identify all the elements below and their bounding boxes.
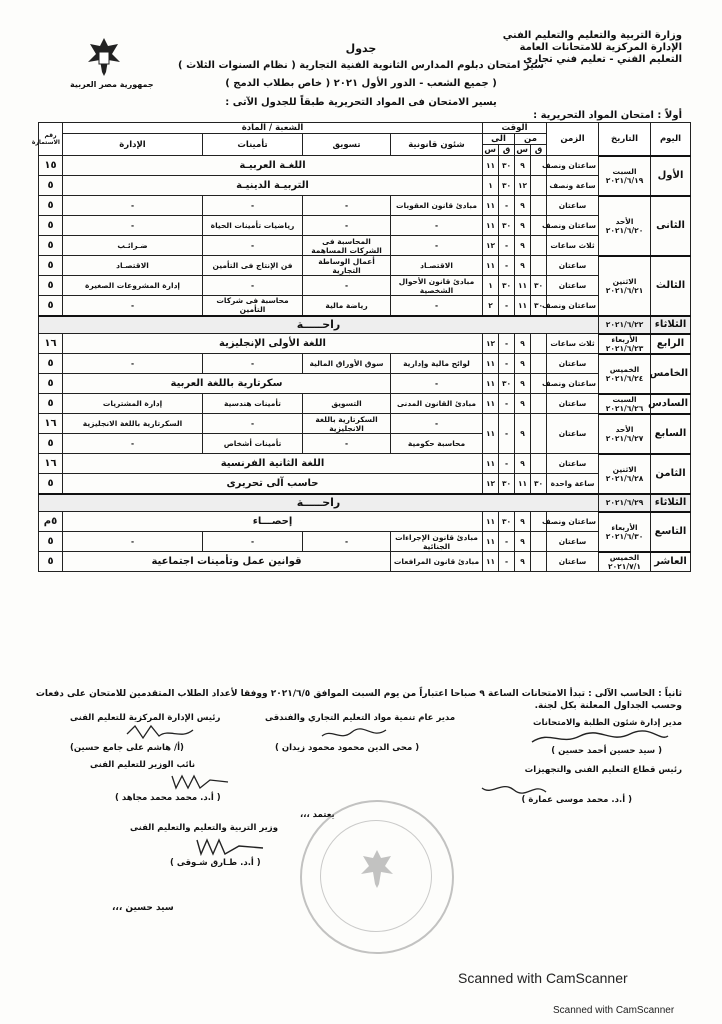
to-hour-cell: ١٢ (483, 334, 499, 354)
exam-schedule-table (31, 122, 691, 572)
col-from-min: ق (531, 145, 547, 156)
legal-cell: - (391, 236, 483, 256)
pages-cell: ٥ (39, 196, 63, 216)
duration-cell: ساعتان (547, 552, 599, 572)
rest-label: راحـــــة (39, 494, 599, 512)
to-min-cell: - (499, 414, 515, 454)
official-seal-icon (300, 800, 454, 954)
to-hour-cell: ١١ (483, 394, 499, 414)
to-min-cell: - (499, 394, 515, 414)
from-min-cell (531, 552, 547, 572)
col-to-hour: س (483, 145, 499, 156)
pages-cell: ١٥ (39, 156, 63, 176)
schedule-body (39, 156, 691, 572)
col-from-hour: س (515, 145, 531, 156)
to-hour-cell: ١١ (483, 532, 499, 552)
signature-scribble-icon (530, 728, 670, 748)
table-row (39, 216, 691, 236)
from-min-cell (531, 414, 547, 454)
legal-cell: مبادئ قانون الأحوال الشخصية (391, 276, 483, 296)
duration-cell: ساعتان ونصف (547, 216, 599, 236)
to-min-cell: - (499, 256, 515, 276)
from-hour-cell: ٩ (515, 354, 531, 374)
marketing-cell: أعمال الوساطة التجارية (303, 256, 391, 276)
from-min-cell (531, 454, 547, 474)
to-hour-cell: ١١ (483, 414, 499, 454)
to-hour-cell: ١١ (483, 374, 499, 394)
computer-exam-note: ثانياً : الحاسب الآلى : تبدأ الامتحانات الساعة ٩ صباحا اعتباراً من يوم السبت الموافق ٢٠٢١/٦/٥ ووفقا لأعداد الطلاب المتقدمين للامتحان على دفعات وحسب الجداول المعلنة بكل لجنة. (35, 689, 682, 711)
to-min-cell: - (499, 532, 515, 552)
legal-cell: مبادئ قانون العقوبات (391, 196, 483, 216)
to-min-cell: ٣٠ (499, 276, 515, 296)
admin-cell: - (63, 216, 203, 236)
table-row (39, 394, 691, 414)
pages-cell: ٥ (39, 394, 63, 414)
from-hour-cell: ٩ (515, 196, 531, 216)
insurance-cell: - (203, 276, 303, 296)
to-hour-cell: ١١ (483, 216, 499, 236)
table-row (39, 354, 691, 374)
from-min-cell (531, 354, 547, 374)
to-min-cell: ٣٠ (499, 374, 515, 394)
date-cell: الخميس ٢٠٢١/٦/٢٤ (599, 354, 651, 394)
section-heading: أولاً : امتحان المواد التحريرية : (533, 110, 682, 121)
rest-day-row (39, 494, 691, 512)
schedule-note: يسير الامتحان فى المواد التحريرية طبقاً للجدول الآتى : (225, 97, 497, 108)
insurance-cell: - (203, 196, 303, 216)
from-hour-cell: ٩ (515, 374, 531, 394)
insurance-cell: تأمينات هندسية (203, 394, 303, 414)
from-min-cell: ٣٠ (531, 474, 547, 494)
duration-cell: ساعتان ونصف (547, 512, 599, 532)
admin-cell: إدارة المشروعات الصغيرة (63, 276, 203, 296)
duration-cell: ساعتان ونصف (547, 156, 599, 176)
day-cell: الرابع (651, 334, 691, 354)
table-row (39, 276, 691, 296)
merged-subject-cell: حاسب آلى تحريرى (63, 474, 483, 494)
to-min-cell: ٣٠ (499, 474, 515, 494)
from-min-cell (531, 334, 547, 354)
legal-cell: الاقتصـاد (391, 256, 483, 276)
sig6-title: وزير التربية والتعليم والتعليم الفنى (130, 823, 278, 833)
signature-students-affairs (533, 718, 682, 728)
day-cell: الثانى (651, 196, 691, 256)
merged-subject-cell: التربيـة الدينيـة (63, 176, 483, 196)
day-cell: الثالث (651, 256, 691, 316)
day-cell: العاشر (651, 552, 691, 572)
duration-cell: ساعتان (547, 414, 599, 454)
insurance-cell: - (203, 354, 303, 374)
to-hour-cell: ١١ (483, 256, 499, 276)
legal-cell: لوائح مالية وإدارية (391, 354, 483, 374)
marketing-cell: - (303, 532, 391, 552)
to-hour-cell: ١١ (483, 196, 499, 216)
from-hour-cell: ٩ (515, 236, 531, 256)
col-marketing: تسويق (303, 134, 391, 156)
insurance-cell: - (203, 414, 303, 434)
admin-cell: إدارة المشتريات (63, 394, 203, 414)
camscanner-watermark: Scanned with CamScanner (458, 970, 628, 986)
from-hour-cell: ٩ (515, 552, 531, 572)
date-cell: الاثنين ٢٠٢١/٦/٢١ (599, 256, 651, 316)
table-row (39, 374, 691, 394)
admin-cell: السكرتارية باللغة الانجليزية (63, 414, 203, 434)
from-hour-cell: ٩ (515, 334, 531, 354)
admin-cell: - (63, 196, 203, 216)
signature-scribble-icon (170, 772, 230, 792)
day-cell: التاسع (651, 512, 691, 552)
doc-title: سير امتحان دبلوم المدارس الثانوية الفنية التجارية ( نظام السنوات الثلاث ) (178, 60, 544, 71)
marketing-cell: - (303, 276, 391, 296)
from-hour-cell: ٩ (515, 156, 531, 176)
ministry-line-1: وزارة التربية والتعليم والتعليم الفني (502, 30, 682, 41)
pages-cell: ٥ (39, 236, 63, 256)
sig2-name: ( محى الدين محمود محمود زيدان ) (275, 743, 420, 753)
marketing-cell: - (303, 434, 391, 454)
table-row (39, 156, 691, 176)
legal-cell: - (391, 216, 483, 236)
duration-cell: ثلاث ساعات (547, 334, 599, 354)
doc-title-word: جدول (345, 42, 377, 55)
day-cell: الثلاثاء (651, 316, 691, 334)
to-hour-cell: ٢ (483, 296, 499, 316)
merged-subject-cell: اللغـة العربيـة (63, 156, 483, 176)
legal-cell: مبادئ القانون المدنى (391, 394, 483, 414)
to-min-cell: ٣٠ (499, 176, 515, 196)
day-cell: الخامس (651, 354, 691, 394)
table-row (39, 552, 691, 572)
sig3-title: رئيس الإدارة المركزية للتعليم الفنى (70, 713, 221, 723)
pages-cell: ٥ (39, 552, 63, 572)
to-hour-cell: ١٢ (483, 474, 499, 494)
duration-cell: ساعتان (547, 354, 599, 374)
admin-cell: - (63, 296, 203, 316)
to-min-cell: - (499, 196, 515, 216)
legal-cell: - (391, 374, 483, 394)
doc-subtitle: ( جميع الشعب - الدور الأول ٢٠٢١ ( خاص بطلاب الدمج ) (225, 78, 497, 89)
date-cell: ٢٠٢١/٦/٢٢ (599, 316, 651, 334)
sig2-title: مدير عام تنمية مواد التعليم التجاري والفندقى (265, 713, 456, 723)
from-hour-cell: ٩ (515, 414, 531, 454)
rest-label: راحـــــة (39, 316, 599, 334)
merged-subject-cell: سكرتارية باللغة العربية (63, 374, 391, 394)
duration-cell: ساعة ونصف (547, 176, 599, 196)
pages-cell: ١٦ (39, 454, 63, 474)
table-row (39, 414, 691, 434)
to-min-cell: ٣٠ (499, 512, 515, 532)
sig4-name: ( أ.د. محمد موسى عمارة ) (521, 795, 632, 805)
to-hour-cell: ١١ (483, 552, 499, 572)
sig5-name: ( أ.د. محمد محمد مجاهد ) (115, 793, 221, 803)
date-cell: الخميس ٢٠٢١/٧/١ (599, 552, 651, 572)
pages-cell: ٥ (39, 434, 63, 454)
legal-cell: مبادئ قانون الإجراءات الجنائية (391, 532, 483, 552)
duration-cell: ساعتان ونصف (547, 296, 599, 316)
ministry-line-3: التعليم الفني - تعليم فني تجاري (523, 54, 682, 65)
to-hour-cell: ١١ (483, 454, 499, 474)
from-min-cell: ٣٠ (531, 276, 547, 296)
duration-cell: ساعة واحدة (547, 474, 599, 494)
col-admin: الإدارة (63, 134, 203, 156)
col-insurance: تأمينات (203, 134, 303, 156)
sig5-title: نائب الوزير للتعليم الفنى (90, 760, 196, 770)
to-hour-cell: ١١ (483, 354, 499, 374)
to-min-cell: - (499, 454, 515, 474)
col-legal: شئون قانونية (391, 134, 483, 156)
duration-cell: ساعتان (547, 532, 599, 552)
marketing-cell: التسويق (303, 394, 391, 414)
date-cell: الأربعاء ٢٠٢١/٦/٣٠ (599, 512, 651, 552)
from-hour-cell: ٩ (515, 394, 531, 414)
col-duration: الزمن (547, 123, 599, 156)
pages-cell: ٥ (39, 374, 63, 394)
duration-cell: ساعتان (547, 454, 599, 474)
from-min-cell (531, 256, 547, 276)
marketing-cell: السكرتارية باللغة الانجليزية (303, 414, 391, 434)
duration-cell: ساعتان (547, 256, 599, 276)
pages-cell: ٥ (39, 176, 63, 196)
insurance-cell: - (203, 532, 303, 552)
table-row (39, 236, 691, 256)
sig1-name: ( سيد حسين أحمد حسين ) (551, 746, 662, 756)
insurance-cell: - (203, 236, 303, 256)
sig6-name: ( أ.د. طـارق شـوقى ) (170, 858, 261, 868)
admin-cell: ضـرائـب (63, 236, 203, 256)
date-cell: الأحد ٢٠٢١/٦/٢٠ (599, 196, 651, 256)
pages-cell: ٥ (39, 256, 63, 276)
from-min-cell (531, 196, 547, 216)
from-min-cell (531, 236, 547, 256)
from-hour-cell: ١١ (515, 276, 531, 296)
from-min-cell: ٣٠ (531, 296, 547, 316)
sig1-title: مدير إدارة شئون الطلبة والامتحانات (533, 718, 682, 728)
from-hour-cell: ٩ (515, 256, 531, 276)
date-cell: السبت ٢٠٢١/٦/٢٦ (599, 394, 651, 414)
camscanner-watermark-small: Scanned with CamScanner (553, 1005, 675, 1016)
admin-cell: - (63, 354, 203, 374)
from-hour-cell: ٩ (515, 216, 531, 236)
republic-label: جمهورية مصر العربية (70, 80, 154, 89)
marketing-cell: المحاسبة فى الشركات المساهمة (303, 236, 391, 256)
admin-cell: الاقتصـاد (63, 256, 203, 276)
approve-label: يعتمد ،،، (300, 810, 335, 820)
pages-cell: ٥م (39, 512, 63, 532)
day-cell: السادس (651, 394, 691, 414)
pages-cell: ٥ (39, 276, 63, 296)
pages-cell: ٥ (39, 532, 63, 552)
legal-cell: - (391, 296, 483, 316)
table-row (39, 196, 691, 216)
signature-scribble-icon (125, 722, 195, 742)
marketing-cell: - (303, 196, 391, 216)
pages-cell: ٥ (39, 354, 63, 374)
signature-scribble-icon (320, 726, 390, 744)
col-division: الشعبة / المادة (63, 123, 483, 134)
sig3-name: (أ/ هاشم على جامع حسين) (70, 743, 184, 753)
to-hour-cell: ١٢ (483, 236, 499, 256)
to-hour-cell: ١ (483, 176, 499, 196)
to-min-cell: - (499, 552, 515, 572)
col-date: التاريخ (599, 123, 651, 156)
small-signature-note: سيد حسين ،،، (112, 903, 174, 913)
marketing-cell: - (303, 216, 391, 236)
legal-cell: مبادئ قانون المرافعات (391, 552, 483, 572)
table-row (39, 176, 691, 196)
from-hour-cell: ٩ (515, 454, 531, 474)
rest-day-row (39, 316, 691, 334)
from-hour-cell: ٩ (515, 512, 531, 532)
admin-cell: - (63, 532, 203, 552)
col-day: اليوم (651, 123, 691, 156)
duration-cell: ثلاث ساعات (547, 236, 599, 256)
col-pages: رقم الاستمارة (39, 123, 63, 156)
from-min-cell (531, 394, 547, 414)
from-hour-cell: ١٢ (515, 176, 531, 196)
date-cell: الأحد ٢٠٢١/٦/٢٧ (599, 414, 651, 454)
col-to-min: ق (499, 145, 515, 156)
col-from: من (515, 134, 547, 145)
to-hour-cell: ١١ (483, 512, 499, 532)
table-row (39, 512, 691, 532)
from-min-cell (531, 176, 547, 196)
signature-scribble-icon (195, 836, 265, 858)
pages-cell: ١٦ (39, 414, 63, 434)
merged-subject-cell: إحصـــاء (63, 512, 483, 532)
day-cell: السابع (651, 414, 691, 454)
table-row (39, 532, 691, 552)
pages-cell: ١٦ (39, 334, 63, 354)
table-row (39, 256, 691, 276)
table-row (39, 296, 691, 316)
from-hour-cell: ١١ (515, 474, 531, 494)
merged-subject-cell: قوانين عمل وتأمينات اجتماعية (63, 552, 391, 572)
col-to: الى (483, 134, 515, 145)
from-hour-cell: ٩ (515, 532, 531, 552)
marketing-cell: سوق الأوراق المالية (303, 354, 391, 374)
to-min-cell: - (499, 296, 515, 316)
from-hour-cell: ١١ (515, 296, 531, 316)
insurance-cell: تأمينات أشخاص (203, 434, 303, 454)
legal-cell: محاسبة حكومية (391, 434, 483, 454)
to-hour-cell: ١١ (483, 156, 499, 176)
date-cell: ٢٠٢١/٦/٢٩ (599, 494, 651, 512)
day-cell: الثلاثاء (651, 494, 691, 512)
marketing-cell: رياضة مالية (303, 296, 391, 316)
to-min-cell: - (499, 236, 515, 256)
from-min-cell (531, 532, 547, 552)
to-hour-cell: ١ (483, 276, 499, 296)
date-cell: الأربعاء ٢٠٢١/٦/٢٣ (599, 334, 651, 354)
table-row (39, 474, 691, 494)
to-min-cell: ٣٠ (499, 216, 515, 236)
day-cell: الثامن (651, 454, 691, 494)
sig4-title: رئيس قطاع التعليم الفنى والتجهيزات (524, 765, 682, 775)
ministry-line-2: الإدارة المركزية للامتحانات العامة (519, 42, 682, 53)
col-time: الوقت (483, 123, 547, 134)
day-cell: الأول (651, 156, 691, 196)
admin-cell: - (63, 434, 203, 454)
pages-cell: ٥ (39, 474, 63, 494)
to-min-cell: - (499, 334, 515, 354)
to-min-cell: - (499, 354, 515, 374)
merged-subject-cell: اللغة الثانية الفرنسية (63, 454, 483, 474)
merged-subject-cell: اللغة الأولى الإنجليزية (63, 334, 483, 354)
duration-cell: ساعتان (547, 196, 599, 216)
insurance-cell: رياضيات تأمينات الحياة (203, 216, 303, 236)
duration-cell: ساعتان ونصف (547, 374, 599, 394)
date-cell: السبت ٢٠٢١/٦/١٩ (599, 156, 651, 196)
pages-cell: ٥ (39, 296, 63, 316)
legal-cell: - (391, 414, 483, 434)
to-min-cell: ٣٠ (499, 156, 515, 176)
insurance-cell: فن الإنتاج فى التأمين (203, 256, 303, 276)
insurance-cell: محاسبة فى شركات التأمين (203, 296, 303, 316)
duration-cell: ساعتان (547, 276, 599, 296)
date-cell: الاثنين ٢٠٢١/٦/٢٨ (599, 454, 651, 494)
table-row (39, 334, 691, 354)
duration-cell: ساعتان (547, 394, 599, 414)
table-row (39, 454, 691, 474)
pages-cell: ٥ (39, 216, 63, 236)
